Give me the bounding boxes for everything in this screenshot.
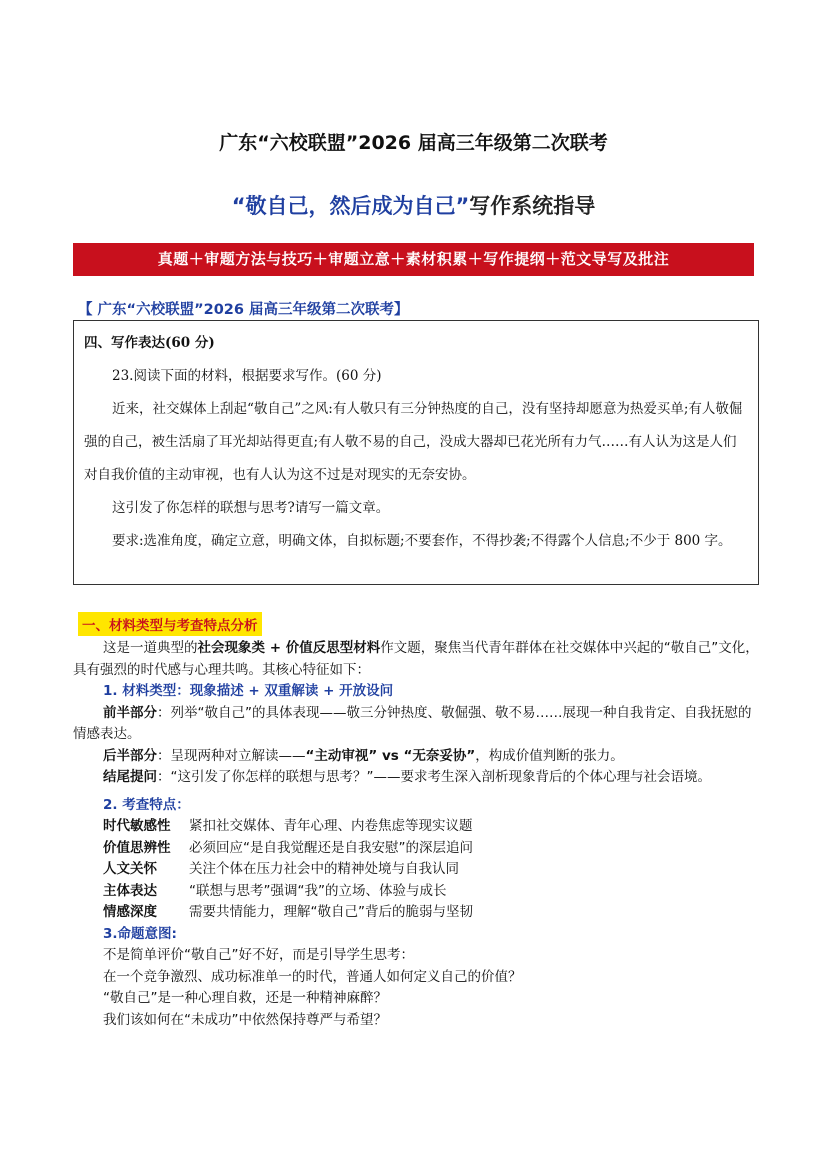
point-row: 情感深度 需要共情能力，理解“敬自己”背后的脆弱与坚韧 bbox=[103, 904, 473, 920]
analysis-intro: 这是一道典型的社会现象类 + 价值反思型材料作文题，聚焦当代青年群体在社交媒体中兴起的“敬自己”文化，具有强烈的时代感与心理共鸣。其核心特征如下： bbox=[73, 640, 759, 678]
point-row: 价值思辨性 必须回应“是自我觉醒还是自我安慰”的深层追问 bbox=[103, 839, 473, 856]
material-type-heading: 1. 材料类型：现象描述 + 双重解读 + 开放设问 bbox=[103, 683, 394, 699]
intent-line: 在一个竞争激烈、成功标准单一的时代，普通人如何定义自己的价值？ bbox=[103, 968, 522, 985]
question-prompt: 这引发了你怎样的联想与思考?请写一篇文章。 bbox=[112, 500, 390, 516]
first-half-paragraph: 前半部分：列举“敬自己”的具体表现——敬三分钟热度、敬倔强、敬不易……展现一种自我肯定、自我抚慰的情感表达。 bbox=[73, 704, 752, 742]
ending-question-paragraph: 结尾提问：“这引发了你怎样的联想与思考？”——要求考生深入剖析现象背后的个体心理与社会语境。 bbox=[103, 769, 711, 785]
question-material: 近来，社交媒体上刮起“敬自己”之风:有人敬只有三分钟热度的自己，没有坚持却愿意为热爱买单;有人敬倔强的自己，被生活扇了耳光却站得更直;有人敬不易的自己，没成大器却已花光所有力气……有人认为这是人们对自我价值的主动审视，也有人认为这不过是对现实的无奈安协。 bbox=[84, 401, 743, 483]
page-title: 广东“六校联盟”2026 届高三年级第二次联考 bbox=[219, 132, 608, 154]
exam-points-heading: 2. 考查特点： bbox=[103, 796, 190, 813]
second-half-paragraph: 后半部分：呈现两种对立解读——“主动审视” vs “无奈妥协”，构成价值判断的张力。 bbox=[103, 747, 624, 764]
exam-source-title: 【 广东“六校联盟”2026 届高三年级第二次联考】 bbox=[78, 302, 409, 318]
analysis-section-title: 一、材料类型与考查特点分析 bbox=[78, 612, 262, 636]
question-item: 23.阅读下面的材料，根据要求写作。(60 分) bbox=[112, 368, 382, 384]
question-box bbox=[73, 320, 759, 585]
point-row: 主体表达 “联想与思考”强调“我”的立场、体验与成长 bbox=[103, 882, 447, 899]
subtitle-suffix: 写作系统指导 bbox=[469, 194, 596, 218]
intent-line: 不是简单评价“敬自己”好不好，而是引导学生思考： bbox=[103, 947, 414, 963]
intent-line: 我们该如何在“未成功”中依然保持尊严与希望？ bbox=[103, 1011, 387, 1028]
question-requirements: 要求:选准角度，确定立意，明确文体，自拟标题;不要套作，不得抄袭;不得露个人信息;不少于 800 字。 bbox=[112, 533, 732, 549]
page-subtitle bbox=[0, 190, 827, 220]
subtitle-quote: “敬自己，然后成为自己” bbox=[231, 194, 470, 218]
point-row: 时代敏感性 紧扣社交媒体、青年心理、内卷焦虑等现实议题 bbox=[103, 818, 473, 834]
point-row: 人文关怀 关注个体在压力社会中的精神处境与自我认同 bbox=[103, 861, 459, 877]
intent-line: “敬自己”是一种心理自救，还是一种精神麻醉？ bbox=[103, 990, 387, 1006]
analysis-body bbox=[73, 638, 763, 1031]
question-section: 四、写作表达(60 分) bbox=[84, 335, 215, 351]
intent-heading: 3.命题意图: bbox=[103, 925, 177, 942]
contents-banner: 真题＋审题方法与技巧＋审题立意＋素材积累＋写作提纲＋范文导写及批注 bbox=[73, 243, 754, 276]
